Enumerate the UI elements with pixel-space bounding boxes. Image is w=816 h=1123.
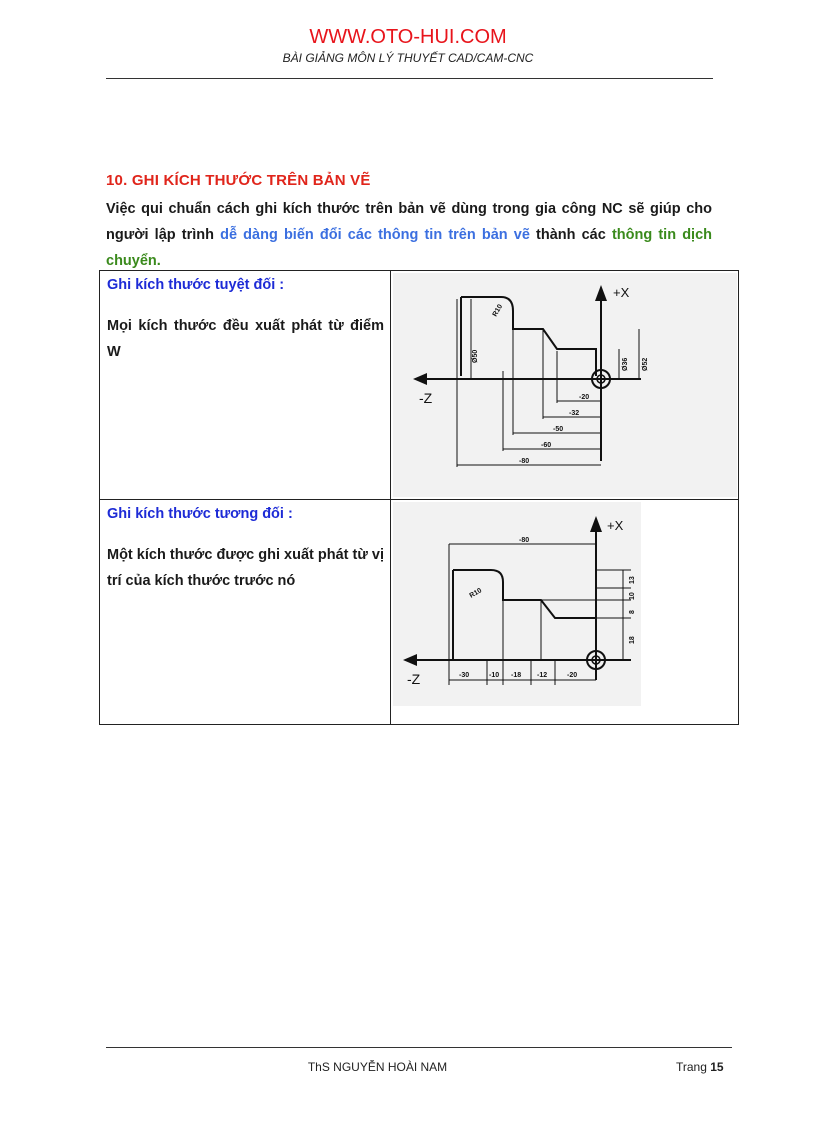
relative-title: Ghi kích thước tương đối : (107, 506, 293, 522)
absolute-x-axis-label: +X (613, 285, 630, 300)
dimension-table (99, 270, 739, 725)
site-url: WWW.OTO-HUI.COM (309, 26, 507, 48)
rel-label-8: 8 (629, 610, 636, 614)
footer-page-label: Trang (676, 1060, 707, 1074)
table-row-relative (100, 500, 739, 725)
abs-label-d52: Ø52 (642, 357, 649, 371)
relative-figure-cell (391, 500, 739, 725)
footer-author: ThS NGUYỄN HOÀI NAM (307, 1060, 448, 1074)
absolute-description: Mọi kích thước đều xuất phát từ điểm W (107, 318, 384, 360)
relative-x-axis-label: +X (607, 518, 624, 533)
relative-text-cell (100, 500, 391, 725)
intro-paragraph (106, 196, 712, 274)
intro-highlight-blue: dễ dàng biến đổi các thông tin trên bản vẽ (220, 227, 530, 243)
footer-page-number: 15 (710, 1060, 724, 1074)
section-heading: 10. GHI KÍCH THƯỚC TRÊN BẢN VẼ (106, 172, 371, 189)
abs-label-60: -60 (541, 442, 552, 449)
relative-z-axis-label: -Z (407, 671, 421, 687)
header-rule (106, 78, 713, 79)
rel-label-r10: R10 (468, 587, 484, 600)
table-row-absolute (100, 271, 739, 500)
rel-label-10: 10 (629, 592, 636, 600)
abs-label-50: -50 (553, 426, 564, 433)
rel-label-12: -12 (537, 672, 548, 679)
abs-label-80: -80 (519, 458, 530, 465)
abs-label-d36: Ø36 (622, 357, 629, 371)
rel-label-10b: -10 (489, 672, 500, 679)
rel-label-13: 13 (629, 576, 636, 584)
intro-highlight-green: thông tin dịch chuyển (106, 227, 712, 269)
abs-label-r10: R10 (491, 303, 505, 318)
footer-rule (106, 1047, 732, 1048)
rel-label-80: -80 (519, 537, 530, 544)
rel-label-20: -20 (567, 672, 578, 679)
abs-label-d50: Ø50 (472, 349, 479, 363)
course-subtitle: BÀI GIẢNG MÔN LÝ THUYẾT CAD/CAM-CNC (282, 51, 534, 65)
absolute-dimension-drawing (391, 271, 739, 499)
relative-dimension-drawing (391, 500, 739, 724)
absolute-z-axis-label: -Z (419, 390, 433, 406)
footer-page (676, 1060, 724, 1074)
intro-text-2: thành các (529, 227, 612, 243)
abs-label-20: -20 (579, 394, 590, 401)
rel-label-18b: -18 (511, 672, 522, 679)
absolute-text-cell (100, 271, 391, 500)
intro-text: Việc qui chuẩn cách ghi kích thước trên bản vẽ dùng trong gia công NC sẽ giúp cho người lập trình (106, 201, 712, 243)
absolute-figure-cell (391, 271, 739, 500)
absolute-title: Ghi kích thước tuyệt đối : (107, 277, 285, 293)
rel-label-30: -30 (459, 672, 470, 679)
rel-label-18: 18 (629, 636, 636, 644)
relative-description: Một kích thước được ghi xuất phát từ vị trí của kích thước trước nó (107, 547, 384, 589)
intro-end: . (156, 253, 161, 269)
abs-label-32: -32 (569, 410, 580, 417)
